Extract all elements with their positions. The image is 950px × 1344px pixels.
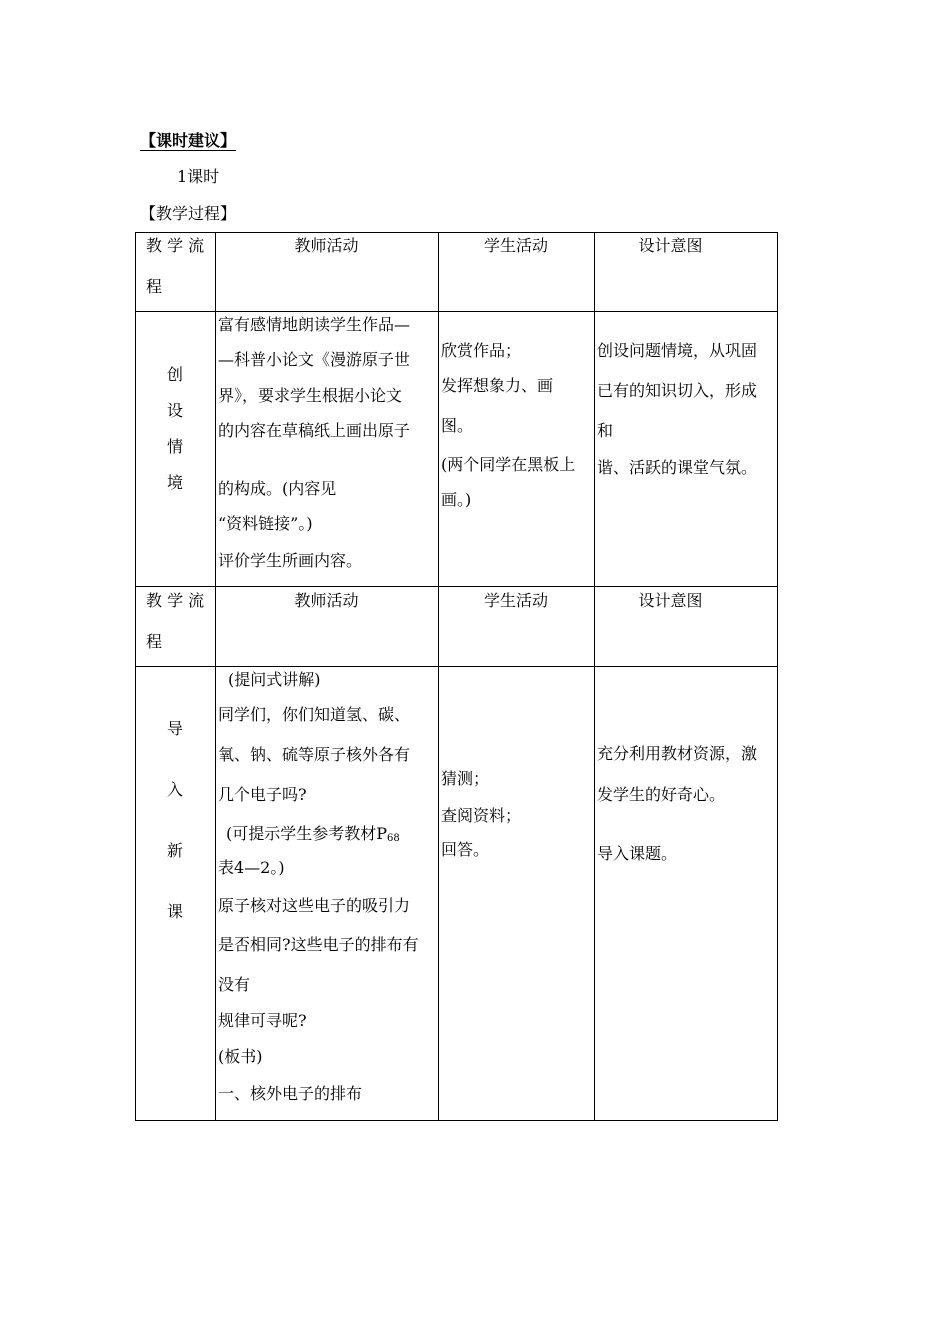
row2-stage <box>136 666 215 1121</box>
row2-stage-char: 入 <box>166 780 183 799</box>
row1-design-line: 谐、活跃的课堂气氛。 <box>597 458 758 477</box>
row1-teacher-line: —科普小论文《漫游原子世 <box>218 350 411 369</box>
row2-teacher <box>218 666 436 1121</box>
row2-teacher-text: (可提示学生参考教材P <box>226 824 388 843</box>
row2-student-line: 猜测； <box>441 769 490 788</box>
row2-stage-char: 新 <box>166 841 183 860</box>
row1-design <box>597 311 777 586</box>
header2-stage-cell <box>136 586 215 666</box>
row2-teacher-line: 表4—2。) <box>218 858 285 877</box>
row2-teacher-line <box>226 826 400 844</box>
row2-teacher-line: 一、核外电子的排布 <box>218 1084 363 1103</box>
row1-stage-char: 设 <box>166 401 183 420</box>
row2-stage-char: 课 <box>166 902 183 921</box>
row1-student-line: 发挥想象力、画 <box>441 376 554 395</box>
row1-stage-char: 境 <box>166 473 183 492</box>
row2-student <box>441 666 593 1121</box>
row2-teacher-line: 规律可寻呢? <box>218 1011 307 1030</box>
row2-teacher-line: (提问式讲解) <box>228 670 321 689</box>
row2-teacher-line: (板书) <box>218 1047 263 1066</box>
row1-teacher-line: 富有感情地朗读学生作品— <box>218 315 411 334</box>
header2-student: 学生活动 <box>483 591 548 610</box>
row1-stage <box>136 311 215 586</box>
row2-teacher-line: 是否相同?这些电子的排布有 <box>218 935 419 954</box>
row2-teacher-line: 同学们，你们知道氢、碳、 <box>218 705 411 724</box>
header2-teacher: 教师活动 <box>294 591 359 610</box>
page-subscript: 68 <box>387 833 400 844</box>
row1-design-line: 已有的知识切入，形成 <box>597 381 758 400</box>
suggestion-heading: 【课时建议】 <box>140 131 237 150</box>
header-stage-line2: 程 <box>146 277 163 296</box>
row2-student-line: 查阅资料； <box>441 806 522 825</box>
row1-teacher-line: 的构成。(内容见 <box>218 479 337 498</box>
row1-teacher-line: 评价学生所画内容。 <box>218 551 363 570</box>
row1-teacher-line: 界》，要求学生根据小论文 <box>218 386 403 405</box>
header-stage-line1: 教 学 流 <box>146 236 205 255</box>
suggestion-text: 1课时 <box>177 167 220 186</box>
row1-design-line: 创设问题情境，从巩固 <box>597 341 758 360</box>
row1-student-line: 画。) <box>441 490 472 509</box>
header-student: 学生活动 <box>483 236 548 255</box>
row1-student-line: 欣赏作品； <box>441 341 522 360</box>
row1-teacher-line: 的内容在草稿纸上画出原子 <box>218 421 411 440</box>
row2-stage-char: 导 <box>166 719 183 738</box>
lesson-table <box>135 232 778 1121</box>
process-heading: 【教学过程】 <box>140 204 237 223</box>
row1-stage-char: 情 <box>166 437 183 456</box>
row1-stage-char: 创 <box>166 365 183 384</box>
header2-stage-line1: 教 学 流 <box>146 591 205 610</box>
row2-student-line: 回答。 <box>441 840 490 859</box>
header2-stage-line2: 程 <box>146 632 163 651</box>
row2-design-line: 充分利用教材资源，激 <box>597 744 758 763</box>
row2-design <box>597 666 777 1121</box>
row2-design-line: 发学生的好奇心。 <box>597 785 726 804</box>
row1-student <box>441 311 593 586</box>
header-teacher: 教师活动 <box>294 236 359 255</box>
row1-student-line: (两个同学在黑板上 <box>441 455 576 474</box>
row2-teacher-line: 几个电子吗? <box>218 785 307 804</box>
row2-design-line: 导入课题。 <box>597 844 678 863</box>
row1-teacher-line: “资料链接”。) <box>218 514 313 533</box>
row1-student-line: 图。 <box>441 416 474 435</box>
header-design: 设计意图 <box>638 236 703 255</box>
row2-teacher-line: 没有 <box>218 975 251 994</box>
row1-design-line: 和 <box>597 421 614 440</box>
row2-teacher-line: 氧、钠、硫等原子核外各有 <box>218 745 411 764</box>
header2-design: 设计意图 <box>638 591 703 610</box>
row1-teacher <box>218 311 436 586</box>
header-stage-cell <box>136 233 215 311</box>
row2-teacher-line: 原子核对这些电子的吸引力 <box>218 896 411 915</box>
